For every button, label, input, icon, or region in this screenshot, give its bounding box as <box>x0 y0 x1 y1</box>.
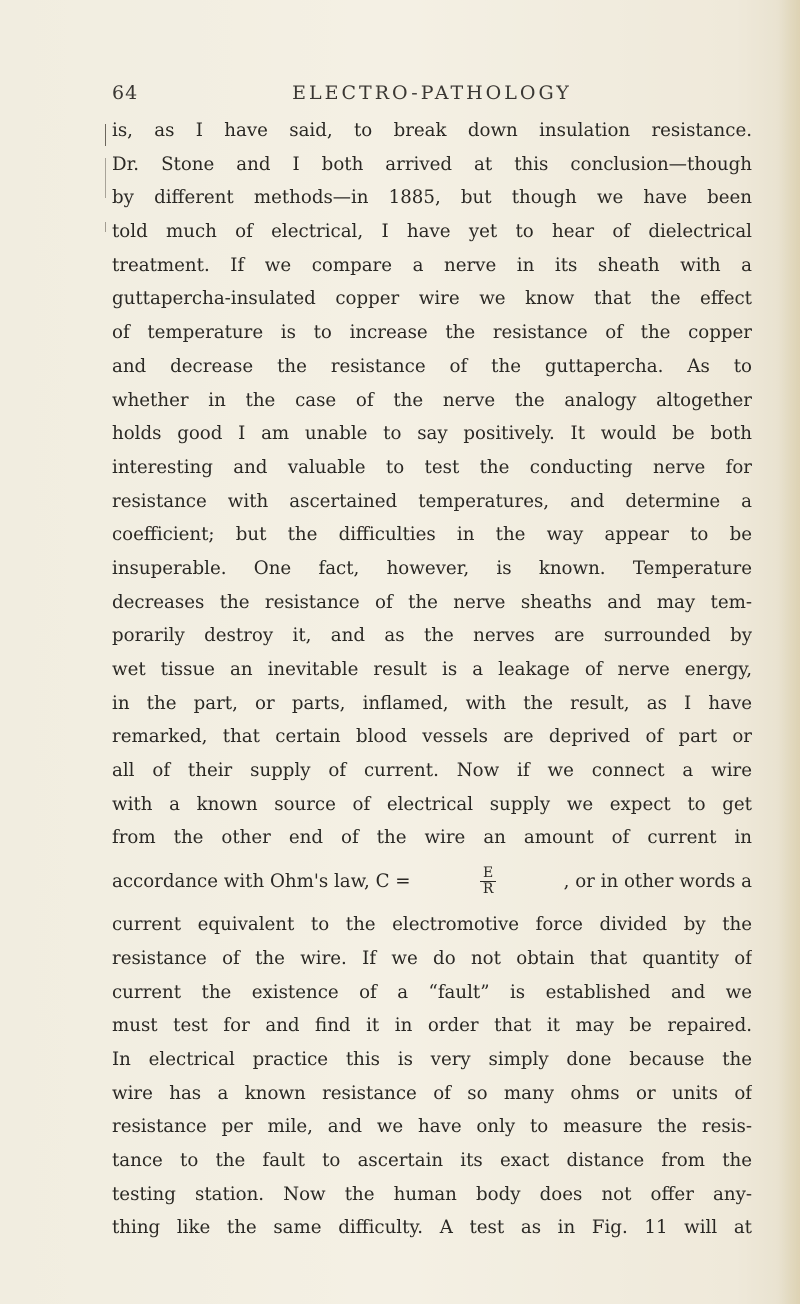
text-line: decreases the resistance of the nerve sheaths and may tem- <box>112 591 752 613</box>
text-line: resistance with ascertained temperatures, and determine a <box>112 490 752 512</box>
text-line: guttapercha-insulated copper wire we know that the effect <box>112 288 752 310</box>
text-line: Dr. Stone and I both arrived at this conclusion—though <box>112 153 752 175</box>
text-line: in the part, or parts, inflamed, with the result, as I have <box>112 692 752 714</box>
text-line: all of their supply of current. Now if we connect a wire <box>112 760 752 782</box>
text-line: testing station. Now the human body does not offer any- <box>112 1183 752 1205</box>
text-line: told much of electrical, I have yet to hear of dielectrical <box>112 221 752 243</box>
text-line: thing like the same difficulty. A test as in Fig. 11 will at <box>112 1217 752 1239</box>
text-line: remarked, that certain blood vessels are deprived of part or <box>112 726 752 748</box>
text-line: is, as I have said, to break down insulation resistance. <box>112 120 752 141</box>
running-title: ELECTRO-PATHOLOGY <box>292 82 572 104</box>
body-text <box>112 114 752 1245</box>
text-line: with a known source of electrical supply we expect to get <box>112 793 752 815</box>
text-line: treatment. If we compare a nerve in its sheath with a <box>112 254 752 276</box>
running-head <box>112 82 752 112</box>
text-line: whether in the case of the nerve the analogy altogether <box>112 389 752 411</box>
fraction-denominator: R <box>482 881 494 898</box>
text-line: current equivalent to the electromotive force divided by the <box>112 914 752 936</box>
formula-tail-text: , or in other words a <box>563 871 752 893</box>
text-line: and decrease the resistance of the guttapercha. As to <box>112 355 752 377</box>
text-line: from the other end of the wire an amount of current in <box>112 827 752 849</box>
formula-lead-text: accordance with Ohm's law, C = <box>112 871 411 893</box>
text-line: wire has a known resistance of so many ohms or units of <box>112 1082 752 1104</box>
paragraph-lines-after-formula <box>112 908 752 1245</box>
fraction-numerator: E <box>482 865 494 882</box>
text-line: insuperable. One fact, however, is known. Temperature <box>112 557 752 579</box>
text-line: wet tissue an inevitable result is a leakage of nerve energy, <box>112 659 752 680</box>
text-line: interesting and valuable to test the conducting nerve for <box>112 456 752 478</box>
margin-pencil-mark <box>105 158 106 198</box>
page-edge-shadow <box>778 0 800 1304</box>
text-line: resistance per mile, and we have only to measure the resis- <box>112 1116 752 1138</box>
ohms-law-fraction <box>480 866 496 897</box>
text-line: must test for and find it in order that it may be repaired. <box>112 1015 752 1037</box>
text-line: of temperature is to increase the resistance of the copper <box>112 322 752 344</box>
paragraph-lines-before-formula <box>112 114 752 855</box>
page-number: 64 <box>112 82 139 104</box>
text-line: by different methods—in 1885, but though we have been <box>112 187 752 209</box>
text-line: tance to the fault to ascertain its exact distance from the <box>112 1149 752 1171</box>
text-line: current the existence of a “fault” is established and we <box>112 981 752 1003</box>
margin-pencil-mark <box>105 222 106 232</box>
text-line: In electrical practice this is very simply done because the <box>112 1048 752 1070</box>
text-line: coefficient; but the difficulties in the way appear to be <box>112 524 752 546</box>
text-line: porarily destroy it, and as the nerves are surrounded by <box>112 625 752 647</box>
margin-pencil-mark <box>105 124 106 146</box>
text-line: resistance of the wire. If we do not obtain that quantity of <box>112 947 752 969</box>
text-line: holds good I am unable to say positively. It would be both <box>112 423 752 445</box>
formula-line <box>112 855 752 908</box>
